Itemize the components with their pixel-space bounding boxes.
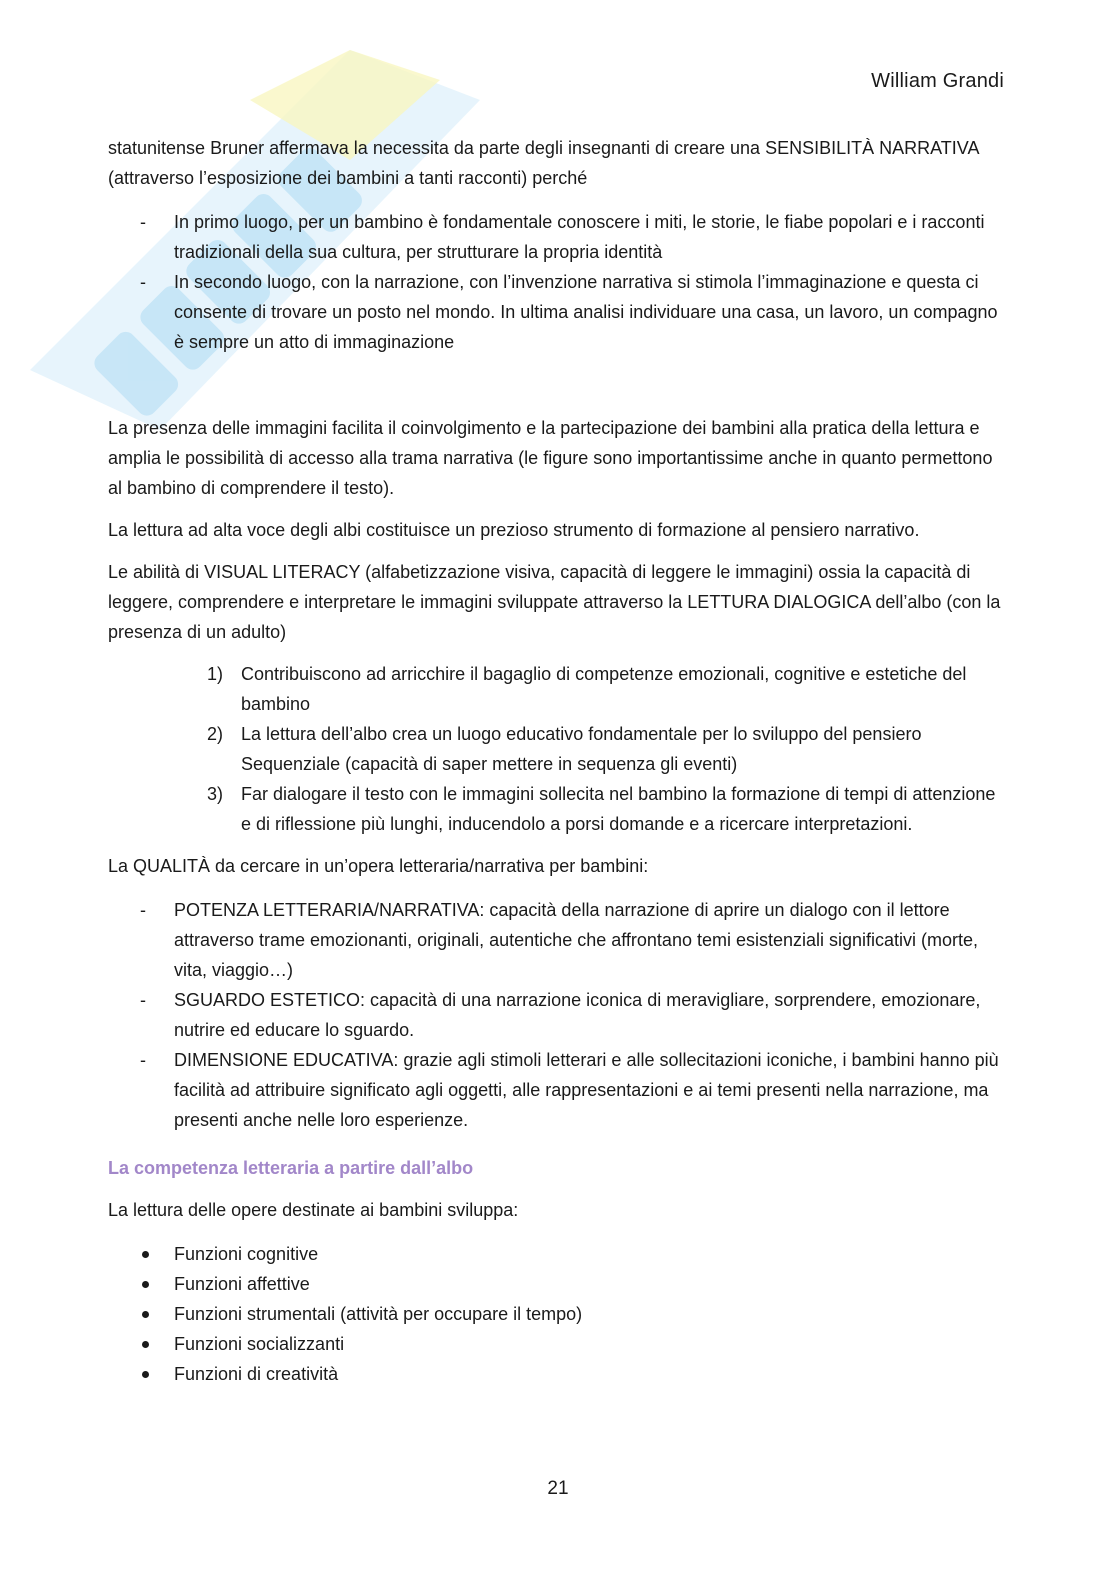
list-item: Funzioni strumentali (attività per occupare il tempo) <box>108 1299 1008 1329</box>
list-item: 1) Contribuiscono ad arricchire il bagaglio di competenze emozionali, cognitive e estetiche del bambino <box>207 664 967 714</box>
dash-marker: - <box>140 1050 146 1070</box>
reasons-list <box>108 207 1008 357</box>
list-item: - SGUARDO ESTETICO: capacità di una narrazione iconica di meravigliare, sorprendere, emozionare, nutrire ed educare lo sguardo. <box>108 985 1008 1045</box>
functions-intro-paragraph: La lettura delle opere destinate ai bambini sviluppa: <box>108 1200 519 1220</box>
intro-paragraph: statunitense Bruner affermava la necessita da parte degli insegnanti di creare una SENSIBILITÀ NARRATIVA (attraverso l’esposizione dei bambini a tanti racconti) perché <box>108 138 979 188</box>
page-number: 21 <box>547 1478 569 1499</box>
page-content <box>108 133 1008 1389</box>
list-item: - In primo luogo, per un bambino è fondamentale conoscere i miti, le storie, le fiabe popolari e i racconti tradizionali della sua cultura, per strutturare la propria identità <box>108 207 1008 267</box>
list-item: 2) La lettura dell’albo crea un luogo educativo fondamentale per lo sviluppo del pensiero Sequenziale (capacità di saper mettere in sequenza gli eventi) <box>207 724 922 774</box>
bullet-icon <box>142 1281 149 1288</box>
images-paragraph: La presenza delle immagini facilita il coinvolgimento e la partecipazione dei bambini alla pratica della lettura e amplia le possibilità di accesso alla trama narrativa (le figure sono importantissime anche in quanto permettono al bambino di comprendere il testo). <box>108 418 993 498</box>
functions-list <box>108 1239 1008 1389</box>
list-item: Funzioni socializzanti <box>108 1329 1008 1359</box>
bullet-icon <box>142 1371 149 1378</box>
list-item: Funzioni cognitive <box>108 1239 1008 1269</box>
dash-marker: - <box>140 272 146 292</box>
section-title: La competenza letteraria a partire dall’albo <box>108 1158 474 1178</box>
list-item: - In secondo luogo, con la narrazione, con l’invenzione narrativa si stimola l’immaginazione e questa ci consente di trovare un posto nel mondo. In ultima analisi individuare una casa, un lavoro, un compagno è sempre un atto di immaginazione <box>108 267 1008 357</box>
dash-marker: - <box>140 990 146 1010</box>
header-author: William Grandi <box>871 70 1004 92</box>
bullet-icon <box>142 1251 149 1258</box>
numbered-list <box>108 659 1008 839</box>
dash-marker: - <box>140 212 146 232</box>
list-item: 3) Far dialogare il testo con le immagini sollecita nel bambino la formazione di tempi di attenzione e di riflessione più lunghi, inducendolo a porsi domande e a ricercare interpretazioni. <box>207 784 996 834</box>
visual-literacy-paragraph: Le abilità di VISUAL LITERACY (alfabetizzazione visiva, capacità di leggere le immagini) ossia la capacità di leggere, comprendere e interpretare le immagini sviluppate attraverso la LETTURA DIALOGICA dell’albo (con la presenza di un adulto) <box>108 562 1001 642</box>
reading-aloud-paragraph: La lettura ad alta voce degli albi costituisce un prezioso strumento di formazione al pensiero narrativo. <box>108 520 920 540</box>
bullet-icon <box>142 1311 149 1318</box>
quality-intro-paragraph: La QUALITÀ da cercare in un’opera letteraria/narrativa per bambini: <box>108 856 649 876</box>
list-item: - DIMENSIONE EDUCATIVA: grazie agli stimoli letterari e alle sollecitazioni iconiche, i bambini hanno più facilità ad attribuire significato agli oggetti, alle rappresentazioni e ai temi presenti nella narrazione, ma presenti anche nelle loro esperienze. <box>108 1045 1008 1135</box>
list-item: Funzioni di creatività <box>108 1359 1008 1389</box>
bullet-icon <box>142 1341 149 1348</box>
dash-marker: - <box>140 900 146 920</box>
list-item: - POTENZA LETTERARIA/NARRATIVA: capacità della narrazione di aprire un dialogo con il lettore attraverso trame emozionanti, originali, autentiche che affrontano temi esistenziali significativi (morte, vita, viaggio…) <box>108 895 1008 985</box>
list-item: Funzioni affettive <box>108 1269 1008 1299</box>
qualities-list <box>108 895 1008 1135</box>
